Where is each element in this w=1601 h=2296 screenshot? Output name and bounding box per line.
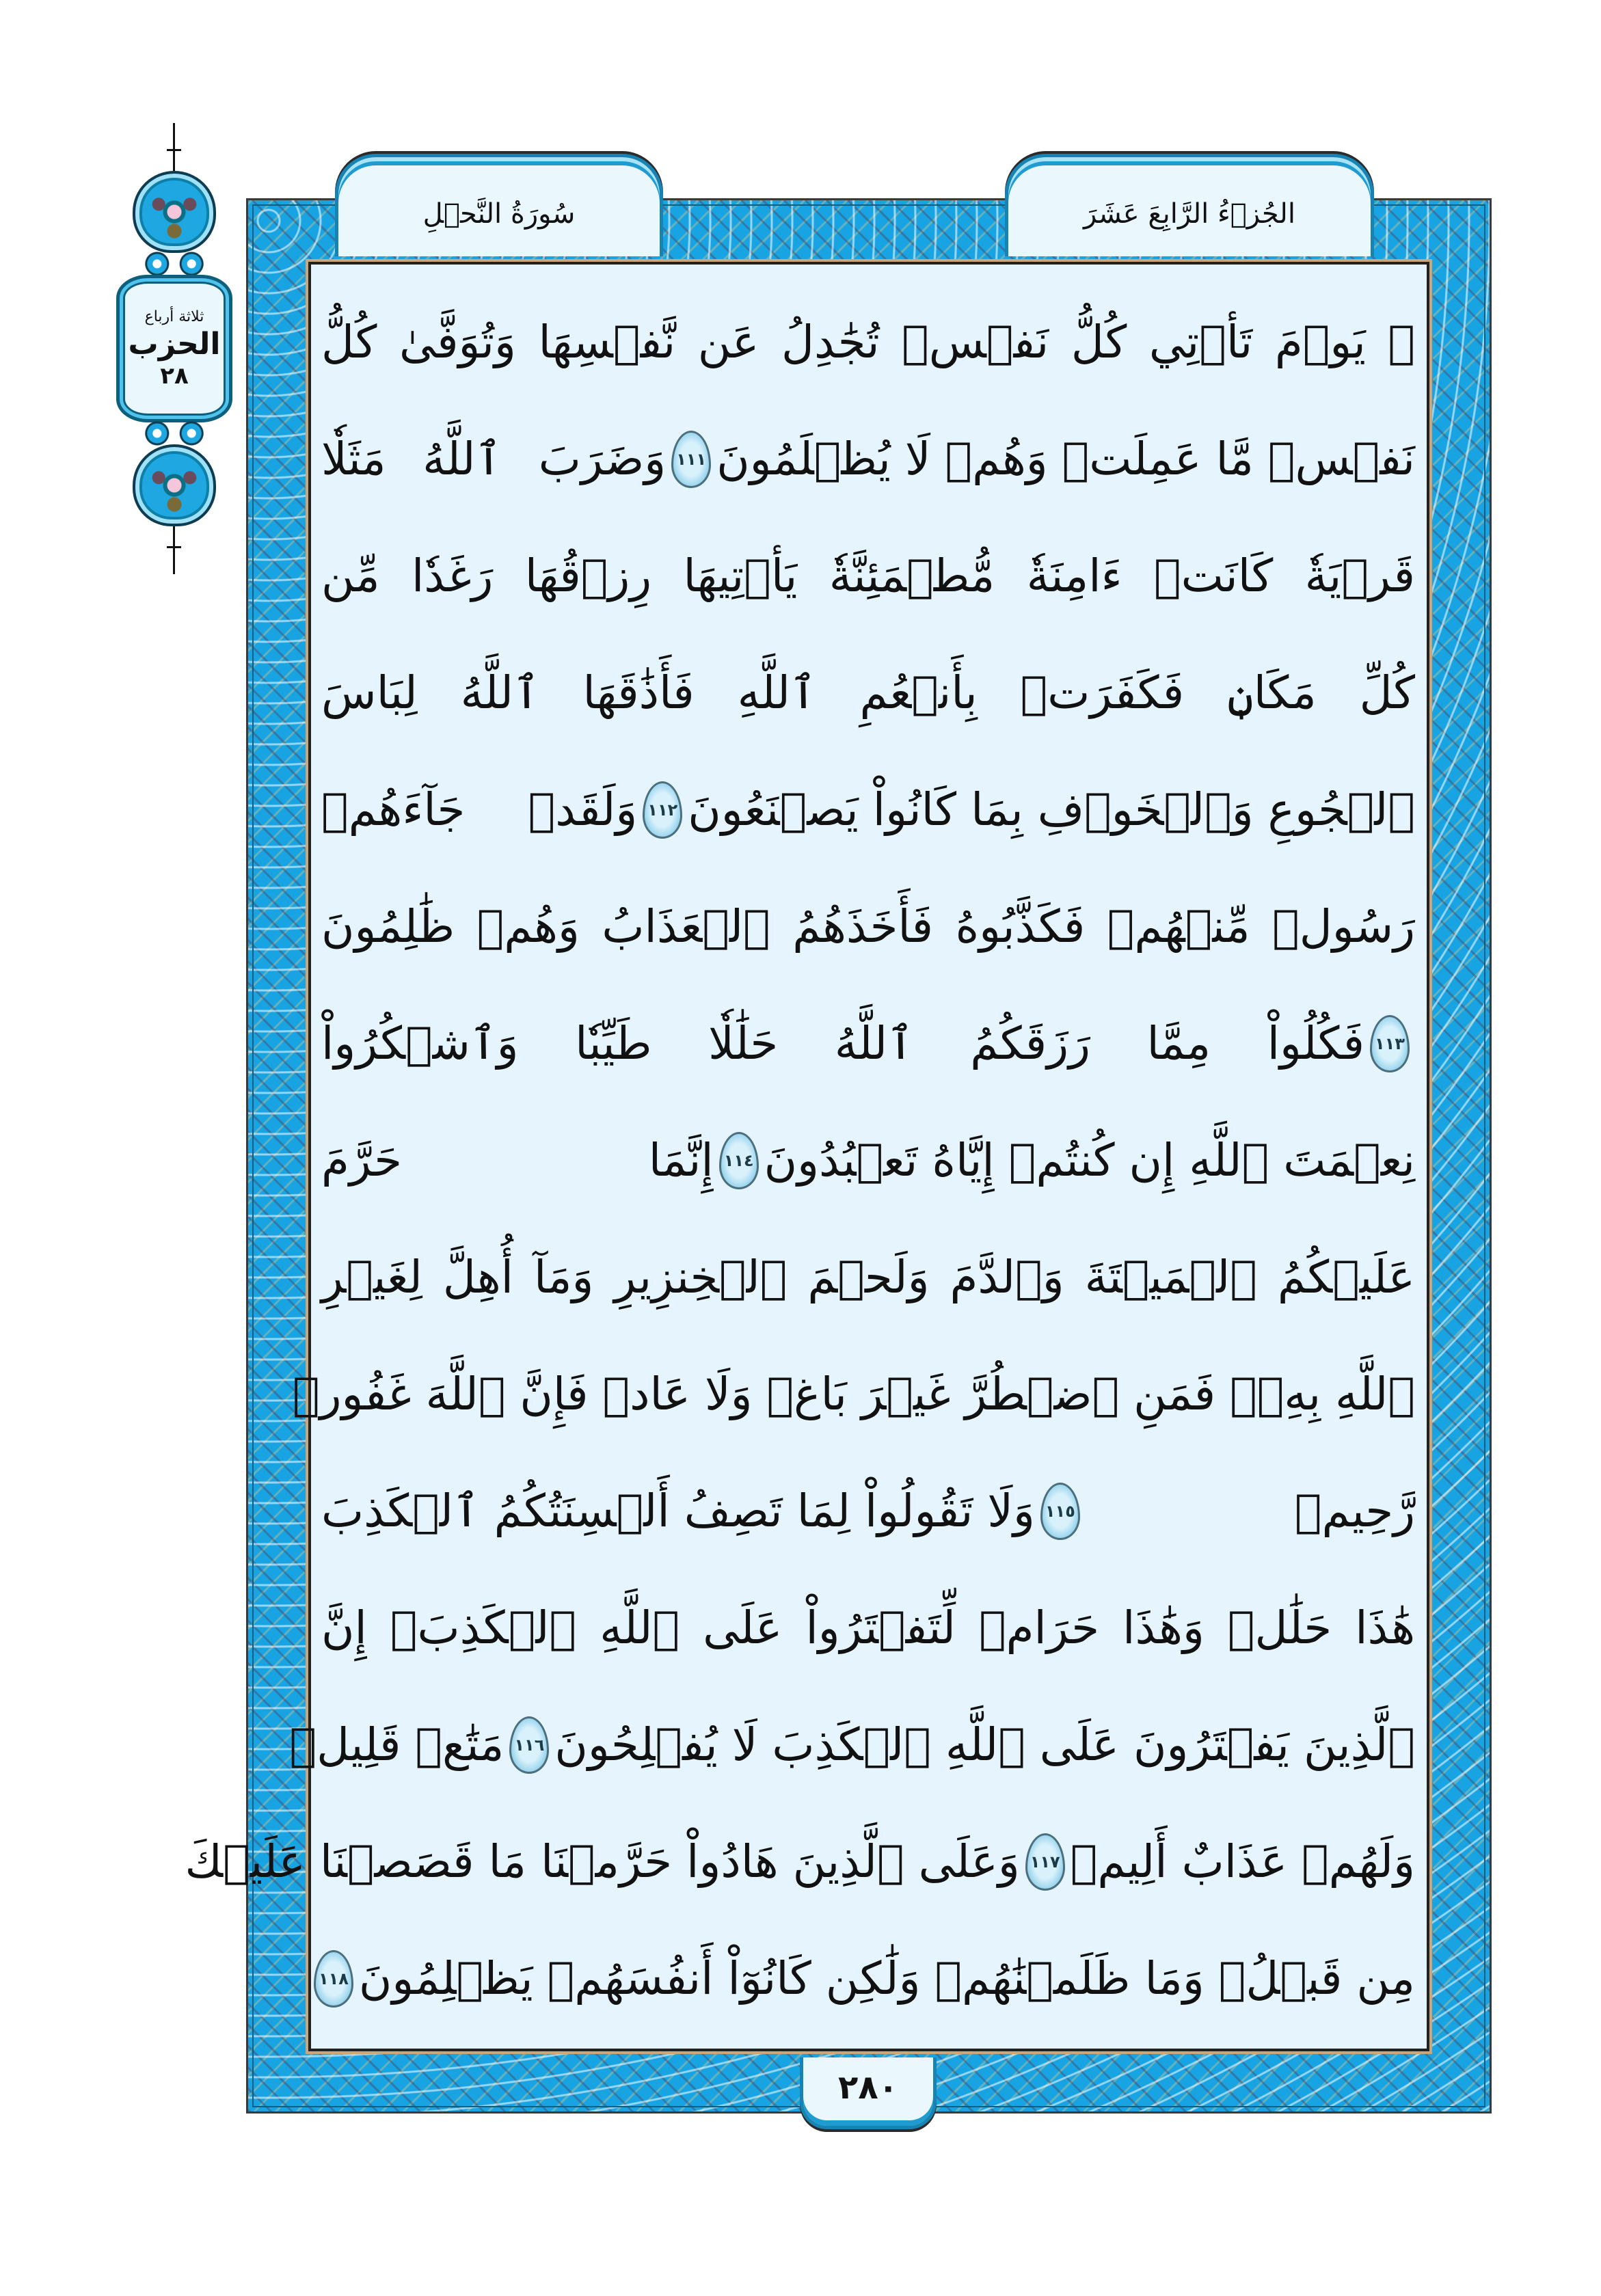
hizb-marker [116, 123, 232, 574]
text-line [321, 751, 1415, 868]
text-line [321, 1453, 1415, 1569]
text-line [321, 401, 1415, 517]
verse-text: فَكُلُواْ مِمَّا رَزَقَكُمُ ٱللَّهُ حَلَٰلٗا طَيِّبٗا وَٱشۡكُرُواْ [321, 1017, 1364, 1070]
verse-text: رَسُولٞ مِّنۡهُمۡ فَكَذَّبُوهُ فَأَخَذَهُمُ ٱلۡعَذَابُ وَهُمۡ ظَٰلِمُونَ [321, 900, 1415, 953]
text-line [321, 1102, 1415, 1219]
verse-text: وَعَلَى ٱلَّذِينَ هَادُواْ حَرَّمۡنَا مَا قَصَصۡنَا عَلَيۡكَ [185, 1835, 1020, 1888]
ayah-number-marker: ١١٥ [1040, 1483, 1080, 1540]
text-line [293, 1336, 1415, 1453]
verse-text: مِن قَبۡلُۖ وَمَا ظَلَمۡنَٰهُمۡ وَلَٰكِن كَانُوٓاْ أَنفُسَهُمۡ يَظۡلِمُونَ [358, 1952, 1415, 2005]
text-line [321, 868, 1415, 985]
juz-name: الجُزۡءُ الرَّابِعَ عَشَرَ [1084, 198, 1295, 230]
text-line [321, 517, 1415, 634]
ornament-medallion-icon [133, 171, 216, 253]
ayah-number-marker: ١١٦ [509, 1716, 549, 1774]
verse-text: نَفۡسٖ مَّا عَمِلَتۡ وَهُمۡ لَا يُظۡلَمُونَ [716, 433, 1415, 485]
page-number: ٢٨٠ [838, 2068, 898, 2107]
ayah-number-marker: ١١١ [671, 431, 711, 488]
ayah-number-marker: ١١٧ [1025, 1833, 1065, 1891]
hizb-cartouche [116, 275, 232, 422]
verse-text: إِنَّمَا حَرَّمَ [321, 1134, 714, 1187]
ayah-number-marker: ١١٣ [1370, 1015, 1410, 1072]
text-line [185, 1803, 1415, 1920]
text-line [318, 1920, 1415, 2037]
text-line [321, 1569, 1415, 1686]
text-line [321, 985, 1415, 1102]
verse-text: عَلَيۡكُمُ ٱلۡمَيۡتَةَ وَٱلدَّمَ وَلَحۡمَ ٱلۡخِنزِيرِ وَمَآ أُهِلَّ لِغَيۡرِ [321, 1251, 1415, 1304]
verse-text: رَّحِيمٞ [1294, 1485, 1415, 1537]
marker-cross-top [167, 149, 181, 151]
ornament-medallion-icon [133, 444, 216, 526]
verse-text: وَلَهُمۡ عَذَابٌ أَلِيمٞ [1070, 1835, 1415, 1888]
surah-name-header [335, 154, 663, 256]
verse-text: وَلَقَدۡ جَآءَهُمۡ [321, 783, 638, 836]
text-line [321, 1219, 1415, 1336]
marker-stem-bottom [173, 526, 175, 574]
surah-name: سُورَةُ النَّحۡلِ [422, 198, 576, 230]
verse-text: نِعۡمَتَ ٱللَّهِ إِن كُنتُمۡ إِيَّاهُ تَعۡبُدُونَ [764, 1134, 1415, 1187]
quran-text [185, 284, 1415, 2040]
verse-text: هَٰذَا حَلَٰلٞ وَهَٰذَا حَرَامٞ لِّتَفۡتَرُواْ عَلَى ٱللَّهِ ٱلۡكَذِبَۚ إِنَّ [321, 1602, 1415, 1654]
text-line [321, 634, 1415, 751]
verse-text: وَضَرَبَ ٱللَّهُ مَثَلٗا [321, 433, 667, 485]
ayah-number-marker: ١١٤ [719, 1132, 759, 1189]
hizb-label: الحزب [128, 327, 221, 362]
text-line [321, 284, 1415, 401]
ornament-scroll-icon [144, 421, 205, 446]
hizb-quarter-label: ثلاثة أرباع [144, 308, 204, 325]
verse-text: ٱلَّذِينَ يَفۡتَرُونَ عَلَى ٱللَّهِ ٱلۡكَذِبَ لَا يُفۡلِحُونَ [554, 1718, 1415, 1771]
ayah-number-marker: ١١٨ [314, 1950, 353, 2008]
hizb-number: ٢٨ [160, 362, 189, 390]
page-number-tab [800, 2057, 937, 2129]
verse-text: مَتَٰعٞ قَلِيلٞ [289, 1718, 504, 1771]
verse-text: ٱللَّهِ بِهِۦۖ فَمَنِ ٱضۡطُرَّ غَيۡرَ بَاغٖ وَلَا عَادٖ فَإِنَّ ٱللَّهَ غَفُورٞ [293, 1368, 1415, 1420]
verse-text: ۞ يَوۡمَ تَأۡتِي كُلُّ نَفۡسٖ تُجَٰدِلُ عَن نَّفۡسِهَا وَتُوَفَّىٰ كُلُّ [321, 316, 1415, 368]
ornament-scroll-icon [144, 252, 205, 276]
ayah-number-marker: ١١٢ [643, 781, 682, 839]
juz-name-header [1005, 154, 1374, 256]
verse-text: قَرۡيَةٗ كَانَتۡ ءَامِنَةٗ مُّطۡمَئِنَّةٗ يَأۡتِيهَا رِزۡقُهَا رَغَدٗا مِّن [321, 550, 1415, 602]
marker-stem-top [173, 123, 175, 171]
verse-text: ٱلۡجُوعِ وَٱلۡخَوۡفِ بِمَا كَانُواْ يَصۡنَعُونَ [688, 783, 1415, 836]
text-line [289, 1686, 1415, 1803]
verse-text: كُلِّ مَكَانٖ فَكَفَرَتۡ بِأَنۡعُمِ ٱللَّهِ فَأَذَٰقَهَا ٱللَّهُ لِبَاسَ [321, 666, 1415, 719]
verse-text: وَلَا تَقُولُواْ لِمَا تَصِفُ أَلۡسِنَتُكُمُ ٱلۡكَذِبَ [321, 1485, 1035, 1537]
